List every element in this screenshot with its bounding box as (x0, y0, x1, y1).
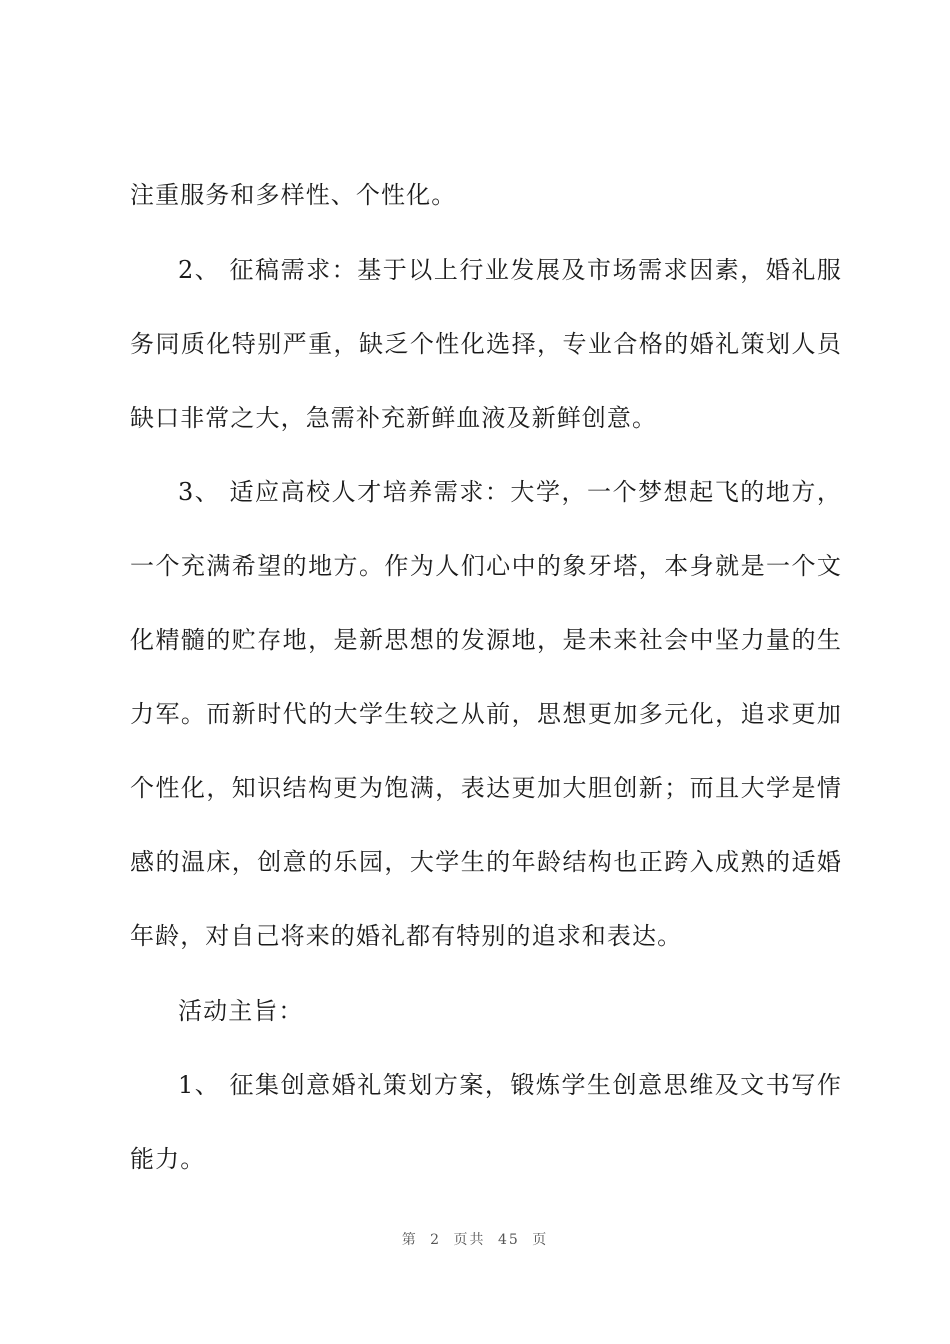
paragraph-line: 缺口非常之大，急需补充新鲜血液及新鲜创意。 (130, 404, 658, 432)
paragraph-line: 2、 征稿需求：基于以上行业发展及市场需求因素，婚礼服 (178, 256, 842, 284)
paragraph-line: 能力。 (130, 1145, 206, 1173)
paragraph-line: 感的温床，创意的乐园，大学生的年龄结构也正跨入成熟的适婚 (130, 848, 842, 876)
paragraph-line: 力军。而新时代的大学生较之从前，思想更加多元化，追求更加 (130, 700, 842, 728)
paragraph-line: 3、 适应高校人才培养需求：大学，一个梦想起飞的地方， (178, 478, 842, 506)
page-number-footer: 第 2 页共 45 页 (401, 1232, 549, 1248)
section-heading: 活动主旨： (178, 997, 304, 1025)
paragraph-line: 务同质化特别严重，缺乏个性化选择，专业合格的婚礼策划人员 (130, 330, 842, 358)
paragraph-line: 化精髓的贮存地，是新思想的发源地，是未来社会中坚力量的生 (130, 626, 842, 654)
paragraph-line: 年龄，对自己将来的婚礼都有特别的追求和表达。 (130, 922, 683, 950)
paragraph-line: 注重服务和多样性、个性化。 (130, 181, 457, 209)
paragraph-line: 个性化，知识结构更为饱满，表达更加大胆创新；而且大学是情 (130, 774, 842, 802)
paragraph-line: 1、 征集创意婚礼策划方案，锻炼学生创意思维及文书写作 (178, 1071, 842, 1099)
paragraph-line: 一个充满希望的地方。作为人们心中的象牙塔，本身就是一个文 (130, 552, 842, 580)
